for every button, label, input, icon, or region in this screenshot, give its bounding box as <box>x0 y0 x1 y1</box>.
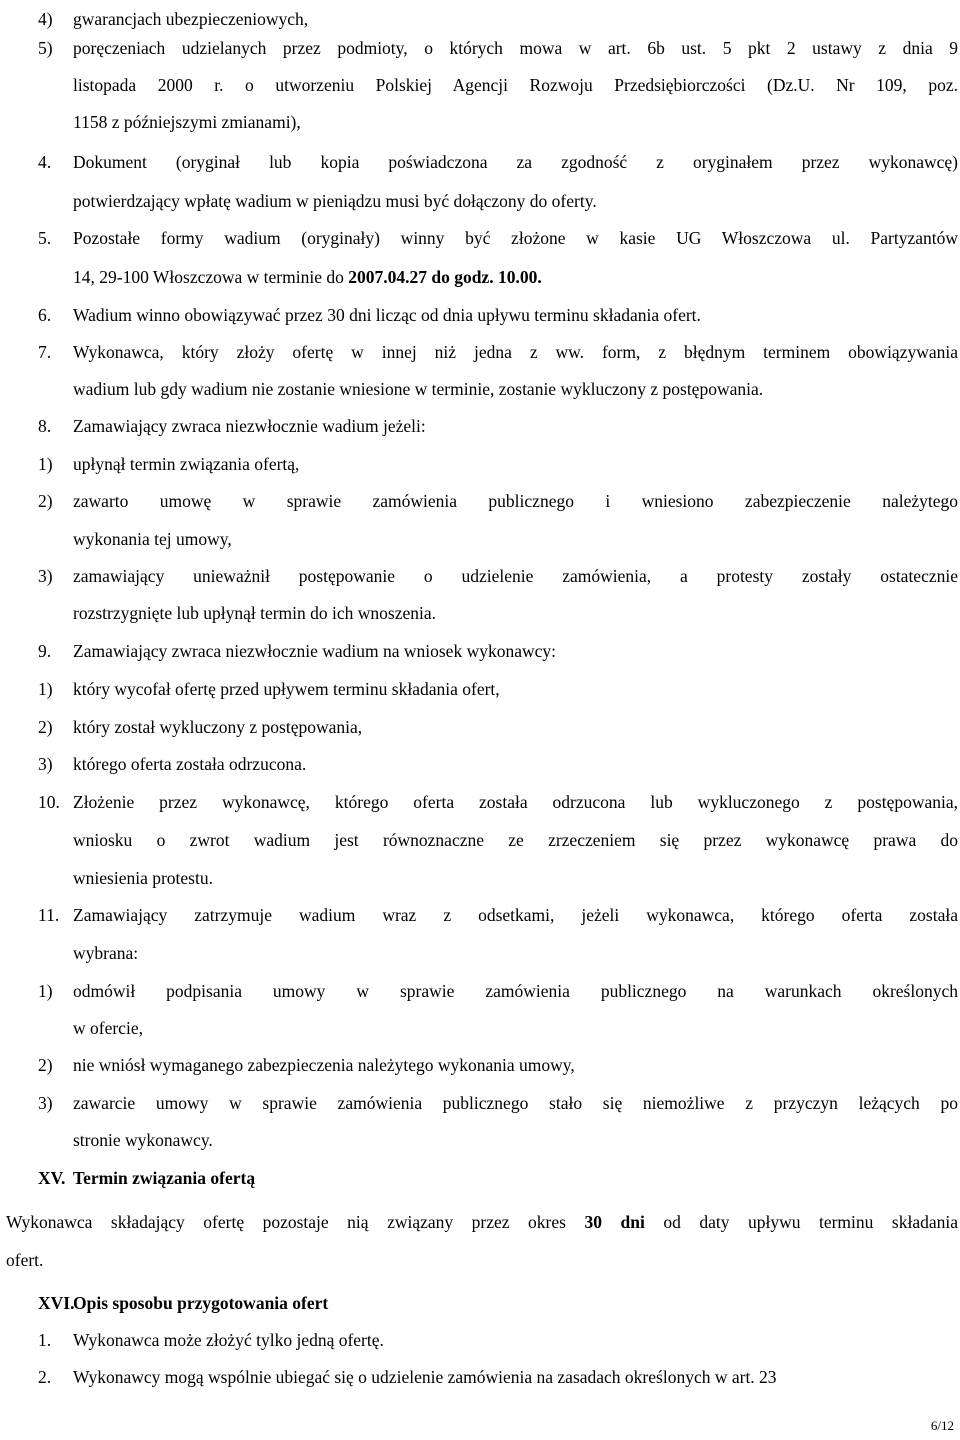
item-text: który został wykluczony z postępowania, <box>73 717 363 737</box>
list-item <box>38 896 958 934</box>
item-text: poręczeniach udzielanych przez podmioty, o których mowa w art. 6b ust. 5 pkt 2 ustawy z dnia 9 <box>73 38 958 58</box>
list-item <box>38 1321 958 1359</box>
item-text: zawarcie umowy w sprawie zamówienia publicznego stało się niemożliwe z przyczyn leżących po <box>73 1093 958 1113</box>
item-text: wykonania tej umowy, <box>73 529 232 549</box>
list-item <box>38 333 958 371</box>
item-text: wybrana: <box>73 943 139 963</box>
list-item-continuation <box>38 182 958 220</box>
list-item <box>38 29 958 67</box>
list-item-continuation <box>38 1121 958 1159</box>
item-text: 1158 z późniejszymi zmianami), <box>73 112 301 132</box>
section-title: Opis sposobu przygotowania ofert <box>73 1293 329 1313</box>
item-text: Zamawiający zatrzymuje wadium wraz z odsetkami, jeżeli wykonawca, którego oferta została <box>73 905 958 925</box>
item-text: który wycofał ofertę przed upływem terminu składania ofert, <box>73 679 500 699</box>
paragraph-line <box>6 1241 958 1279</box>
item-number: 1) <box>38 679 53 699</box>
list-item <box>38 670 958 708</box>
item-number: 3) <box>38 1093 53 1113</box>
list-item <box>38 1358 958 1396</box>
paragraph-line <box>6 1203 958 1241</box>
list-item-continuation <box>38 66 958 104</box>
item-number: 5. <box>38 228 52 248</box>
item-text: Wadium winno obowiązywać przez 30 dni licząc od dnia upływu terminu składania ofert. <box>73 305 701 325</box>
item-text: w ofercie, <box>73 1018 143 1038</box>
section-title: Termin związania ofertą <box>73 1168 256 1188</box>
list-item <box>38 296 958 334</box>
list-item <box>38 632 958 670</box>
list-item <box>38 482 958 520</box>
list-item <box>38 1046 958 1084</box>
list-item-continuation <box>38 859 958 897</box>
item-number: 1. <box>38 1330 52 1350</box>
item-text: 14, 29-100 Włoszczowa w terminie do 2007.04.27 do godz. 10.00. <box>73 267 542 287</box>
item-text: rozstrzygnięte lub upłynął termin do ich wnoszenia. <box>73 603 437 623</box>
deadline-date: 2007.04.27 do godz. 10.00. <box>348 267 542 287</box>
item-number: 5) <box>38 38 53 58</box>
list-item-continuation <box>38 103 958 141</box>
list-item <box>38 219 958 257</box>
list-item <box>38 783 958 821</box>
item-number: 3) <box>38 754 53 774</box>
item-number: 2) <box>38 491 53 511</box>
item-number: 2) <box>38 717 53 737</box>
list-item <box>38 445 958 483</box>
item-number: 2. <box>38 1367 52 1387</box>
binding-period: 30 dni <box>584 1212 645 1232</box>
item-number: 6. <box>38 305 52 325</box>
item-number: 2) <box>38 1055 53 1075</box>
item-text: potwierdzający wpłatę wadium w pieniądzu musi być dołączony do oferty. <box>73 191 597 211</box>
item-number: 11. <box>38 905 60 925</box>
item-text: upłynął termin związania ofertą, <box>73 454 300 474</box>
item-text: wniosku o zwrot wadium jest równoznaczne ze zrzeczeniem się przez wykonawcę prawa do <box>73 830 958 850</box>
item-number: 4. <box>38 152 52 172</box>
page-number: 6/12 <box>930 1418 954 1433</box>
item-number: 1) <box>38 454 53 474</box>
list-item-continuation <box>38 370 958 408</box>
list-item <box>38 972 958 1010</box>
list-item <box>38 143 958 181</box>
item-text: Pozostałe formy wadium (oryginały) winny być złożone w kasie UG Włoszczowa ul. Partyzantów <box>73 228 958 248</box>
item-text: Wykonawcy mogą wspólnie ubiegać się o udzielenie zamówienia na zasadach określonych w art. 23 <box>73 1367 777 1387</box>
item-text: odmówił podpisania umowy w sprawie zamówienia publicznego na warunkach określonych <box>73 981 958 1001</box>
item-text: Złożenie przez wykonawcę, którego oferta została odrzucona lub wykluczonego z postępowania, <box>73 792 958 812</box>
item-number: 7. <box>38 342 52 362</box>
list-item <box>38 1084 958 1122</box>
item-text: Zamawiający zwraca niezwłocznie wadium na wniosek wykonawcy: <box>73 641 556 661</box>
item-text: Wykonawca może złożyć tylko jedną ofertę. <box>73 1330 384 1350</box>
item-text: nie wniósł wymaganego zabezpieczenia należytego wykonania umowy, <box>73 1055 575 1075</box>
item-text: zawarto umowę w sprawie zamówienia publicznego i wniesiono zabezpieczenie należytego <box>73 491 958 511</box>
item-text: listopada 2000 r. o utworzeniu Polskiej Agencji Rozwoju Przedsiębiorczości (Dz.U. Nr 109, poz. <box>73 75 958 95</box>
item-text: którego oferta została odrzucona. <box>73 754 307 774</box>
item-number: 8. <box>38 416 52 436</box>
paragraph-text: Wykonawca składający ofertę pozostaje nią związany przez okres 30 dni od daty upływu terminu składania <box>6 1212 959 1232</box>
section-number: XV. <box>38 1168 66 1188</box>
item-text: Zamawiający zwraca niezwłocznie wadium jeżeli: <box>73 416 426 436</box>
section-heading-xv <box>38 1159 958 1197</box>
paragraph-text: ofert. <box>6 1250 44 1270</box>
list-item <box>38 708 958 746</box>
list-item-continuation <box>38 520 958 558</box>
item-text: stronie wykonawcy. <box>73 1130 213 1150</box>
list-item-continuation <box>38 934 958 972</box>
item-text: gwarancjach ubezpieczeniowych, <box>73 9 309 29</box>
list-item-continuation <box>38 594 958 632</box>
list-item <box>38 557 958 595</box>
list-item-continuation <box>38 1009 958 1047</box>
item-number: 3) <box>38 566 53 586</box>
item-text: wniesienia protestu. <box>73 868 213 888</box>
item-number: 9. <box>38 641 52 661</box>
item-number: 1) <box>38 981 53 1001</box>
item-number: 4) <box>38 9 53 29</box>
item-text: zamawiający unieważnił postępowanie o udzielenie zamówienia, a protesty zostały ostatecznie <box>73 566 958 586</box>
item-text: wadium lub gdy wadium nie zostanie wniesione w terminie, zostanie wykluczony z postępowania. <box>73 379 764 399</box>
section-number: XVI. <box>38 1293 75 1313</box>
item-text: Wykonawca, który złoży ofertę w innej niż jedna z ww. form, z błędnym terminem obowiązywania <box>73 342 958 362</box>
item-number: 10. <box>38 792 60 812</box>
list-item <box>38 407 958 445</box>
list-item-continuation <box>38 258 958 296</box>
list-item <box>38 745 958 783</box>
section-heading-xvi <box>38 1284 958 1322</box>
item-text: Dokument (oryginał lub kopia poświadczona za zgodność z oryginałem przez wykonawcę) <box>73 152 958 172</box>
list-item-continuation <box>38 821 958 859</box>
